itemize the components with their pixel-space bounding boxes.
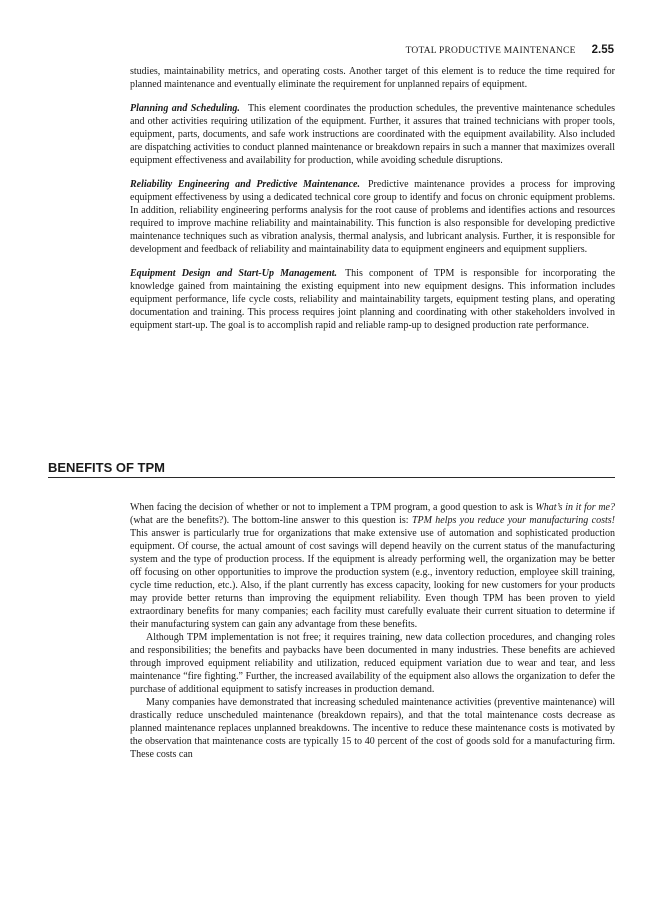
element-paragraph-planning xyxy=(130,102,615,167)
emphasis-answer: TPM helps you reduce your manufacturing costs! xyxy=(411,515,615,526)
paragraph-text: Predictive maintenance provides a process for improving equipment effectiveness by using a dedicated technical core group to identify and focus on chronic equipment problems. In addition, reliability engineering performs analysis for the root cause of problems and identifies actions and resources required to improve machine reliability and maintainability. This function is also responsible for developing predictive maintenance techniques such as vibration analysis, thermal analysis, and lubricant analysis. Further, it is responsible for development and feedback of reliability and maintainability data to equipment engineers and equipment suppliers. xyxy=(130,179,616,255)
running-head-title: TOTAL PRODUCTIVE MAINTENANCE xyxy=(405,46,576,56)
section-heading-benefits: BENEFITS OF TPM xyxy=(48,460,615,478)
element-paragraph-equipment-design xyxy=(130,267,615,332)
paragraph-text: This component of TPM is responsible for incorporating the knowledge gained from maintaining the existing equipment into new equipment designs. This information includes equipment performance, life cycle costs, reliability and maintainability targets, equipment testing plans, and operating documentation and training. This process requires joint planning and coordinating with other stakeholders involved in equipment start-up. The goal is to accomplish rapid and reliable ramp-up to designed production rate performance. xyxy=(130,268,616,331)
paragraph-text: When facing the decision of whether or not to implement a TPM program, a good question to ask is xyxy=(130,502,536,513)
benefits-paragraph-3: Many companies have demonstrated that increasing scheduled maintenance activities (preventive maintenance) will drastically reduce unscheduled maintenance (breakdown repairs), and that the total maintenance costs decrease as planned maintenance replaces unplanned breakdowns. The incentive to reduce these maintenance costs is motivated by the observation that maintenance costs are typically 15 to 40 percent of the cost of goods sold for a manufacturing firm. These costs can xyxy=(130,697,615,760)
page-number: 2.55 xyxy=(591,44,614,56)
paragraph-text: (what are the benefits?). The bottom-line answer to this question is: xyxy=(130,515,412,526)
benefits-paragraph-2: Although TPM implementation is not free; it requires training, new data collection procedures, and changing roles and responsibilities; the benefits and paybacks have been documented in many industries. These benefits are achieved through improved equipment reliability and utilization, reduced equipment variation due to wear and tear, and less maintenance “fire fighting.” Further, the increased availability of the equipment also allows the organization to defer the purchase of additional equipment to satisfy increases in production demand. xyxy=(130,632,615,695)
running-header xyxy=(0,40,614,58)
element-descriptions xyxy=(130,65,615,332)
intro-paragraph: studies, maintainability metrics, and operating costs. Another target of this element is to reduce the time required for planned maintenance and eventually eliminate the requirement for unplanned repairs of equipment. xyxy=(130,66,615,90)
run-in-heading: Planning and Scheduling. xyxy=(130,103,240,114)
element-paragraph-reliability xyxy=(130,178,615,256)
benefits-section-body xyxy=(130,501,615,761)
emphasis-question: What’s in it for me? xyxy=(535,502,615,513)
benefits-paragraph-1 xyxy=(130,501,615,631)
paragraph-text: This element coordinates the production schedules, the preventive maintenance schedules and other activities requiring utilization of the equipment. Further, it assures that trained technicians with proper tools, equipment, parts, documents, and safe work instructions are coordinated with the equipment availability. Also included are dispatching activities to conduct planned maintenance or breakdown repairs in such a manner that maximizes overall equipment effectiveness and availability for production, while avoiding schedule disruptions. xyxy=(130,103,615,166)
run-in-heading: Reliability Engineering and Predictive Maintenance. xyxy=(130,179,360,190)
run-in-heading: Equipment Design and Start-Up Management. xyxy=(130,268,338,279)
paragraph-text: This answer is particularly true for organizations that make extensive use of automation and sophisticated production equipment. Of course, the actual amount of cost savings will depend heavily on the current status of the manufacturing system and the type of production process. If the equipment is already performing well, the organization may be better off focusing on other opportunities to improve the production system (e.g., inventory reduction, employee skill training, cycle time reduction, etc.). Also, if the plant currently has excess capacity, looking for new customers for your products may provide better returns than improving the equipment reliability. Even though TPM has been proven to yield extraordinary benefits for many companies; each facility must carefully evaluate their current situation to determine if their manufacturing system can gain any advantage from these benefits. xyxy=(130,528,615,630)
